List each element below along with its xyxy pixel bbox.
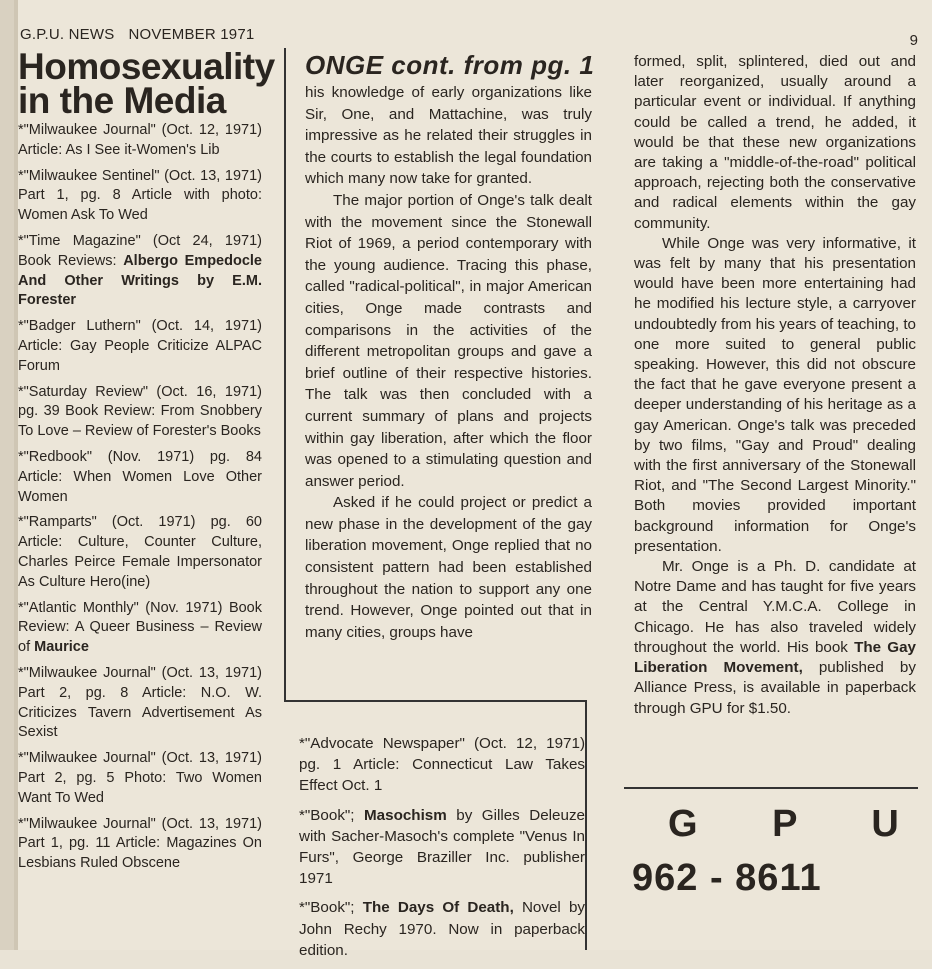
paragraph: his knowledge of early organizations like Sir, One, and Mattachine, was truly impressive as he related their struggles in the courts to establish the legal foundation which many now take for granted. xyxy=(305,84,592,188)
entry-bold-title: Maurice xyxy=(34,639,89,656)
list-item xyxy=(299,733,585,797)
list-item xyxy=(18,513,262,592)
list-item xyxy=(299,897,585,961)
entry-text: *"Badger Luthern" (Oct. 14, 1971) Article: Gay People Criticize ALPAC Forum xyxy=(18,318,262,374)
phone-number: 962 - 8611 xyxy=(632,857,822,899)
entry-text: *"Atlantic Monthly" (Nov. 1971) Book Review: A Queer Business – Review of xyxy=(18,599,262,656)
entry-text: *"Advocate Newspaper" (Oct. 12, 1971) pg. 1 Article: Connecticut Law Takes Effect Oct. 1 xyxy=(299,735,585,795)
list-item xyxy=(18,121,262,161)
entry-text: *"Book"; xyxy=(299,806,365,824)
list-item xyxy=(18,815,262,874)
column-divider xyxy=(585,700,587,950)
headline-line-2: in the Media xyxy=(18,80,226,121)
list-item xyxy=(18,664,262,743)
entry-text: by Gilles Deleuze with Sacher-Masoch's complete "Venus In Furs", George Braziller Inc. publisher 1971 xyxy=(299,806,585,888)
entry-bold-title: The Days Of Death, xyxy=(362,899,514,917)
list-item xyxy=(18,167,262,226)
publication-name: G.P.U. NEWS xyxy=(20,26,115,43)
paragraph: formed, split, splintered, died out and later reorganized, usually around a particular event or individual. If anything could be called a trend, he added, it would be that these new organizations are taking a "middle-of-the-road" political approach, rejecting both the conservative and radical elements within the gay community. xyxy=(634,53,916,232)
headline-line-1: Homosexuality xyxy=(18,46,275,87)
section-divider xyxy=(284,700,586,702)
paragraph: Asked if he could project or predict a new phase in the development of the gay liberation movement, Onge replied that no consistent pattern had been established throughout the nation to support any one trend. However, Onge pointed out that in many cities, groups have xyxy=(305,494,592,641)
list-item xyxy=(18,232,262,311)
paragraph-text: published by Alliance Press, is available in paperback through GPU for $1.50. xyxy=(634,659,916,717)
column-divider xyxy=(284,48,286,701)
entry-text: *"Saturday Review" (Oct. 16, 1971) pg. 39 Book Review: From Snobbery To Love – Review of Forester's Books xyxy=(18,383,262,440)
more-media-list xyxy=(299,733,585,969)
entry-text: *"Milwaukee Journal" (Oct. 13, 1971) Part 2, pg. 5 Photo: Two Women Want To Wed xyxy=(18,750,262,806)
page-number: 9 xyxy=(909,32,918,49)
headline xyxy=(18,46,275,121)
entry-bold-title: Albergo Empedocle And Other Writings by E.M. Forester xyxy=(18,252,262,309)
entry-text: *"Milwaukee Journal" (Oct. 13, 1971) Part 2, pg. 8 Article: N.O. W. Criticizes Tavern Advertisement As Sexist xyxy=(18,664,262,741)
list-item xyxy=(18,599,262,658)
entry-text: *"Milwaukee Sentinel" (Oct. 13, 1971) Part 1, pg. 8 Article with photo: Women Ask To Wed xyxy=(18,167,262,224)
paragraph: The major portion of Onge's talk dealt with the movement since the Stonewall Riot of 1969, a period contemporary with the young audience. Tracing this phase, called "radical-political", in major American cities, Onge made contrasts and comparisons in the activities of the different metropolitan groups and gave a brief outline of their respective histories. The talk was then concluded with a current summary of plans and projects within gay liberation, after which the floor was opened to a stimulating question and answer period. xyxy=(305,191,592,490)
section-divider xyxy=(624,787,918,789)
entry-text: Novel by John Rechy 1970. Now in paperback edition. xyxy=(299,899,585,959)
paragraph: While Onge was very informative, it was felt by many that his presentation would have been more entertaining had he modified his lecture style, a carryover undoubtedly from his years of teaching, to one more suited to general public speaking. However, this did not obscure the fact that he gave everyone present a deeper understanding of his heritage as a gay American. Onge's talk was preceded by two films, "Gay and Proud" dealing with the first anniversary of the Stonewall Riot, and "The Second Largest Minority." Both movies provided important background information for Onge's presentation. xyxy=(634,234,916,555)
list-item xyxy=(18,448,262,507)
list-item xyxy=(299,805,585,890)
entry-text: *"Book"; xyxy=(299,899,363,917)
book-title: The Gay Liberation Movement, xyxy=(634,638,916,677)
entry-text: *"Time Magazine" (Oct 24, 1971) Book Reviews: xyxy=(18,232,262,269)
paragraph-text: Mr. Onge is a Ph. D. candidate at Notre Dame and has taught for five years at the Central Y.M.C.A. College in Chicago. He has also traveled widely throughout the world. His book xyxy=(634,558,916,656)
entry-text: *"Milwaukee Journal" (Oct. 12, 1971) Article: As I See it-Women's Lib xyxy=(18,122,262,158)
entry-text: *"Ramparts" (Oct. 1971) pg. 60 Article: Culture, Counter Culture, Charles Peirce Female Impersonator As Culture Hero(ine) xyxy=(18,514,262,590)
article-body-right xyxy=(634,52,916,719)
page-header xyxy=(20,26,254,43)
entry-text: *"Milwaukee Journal" (Oct. 13, 1971) Part 1, pg. 11 Article: Magazines On Lesbians Ruled Obscene xyxy=(18,815,262,872)
list-item xyxy=(18,317,262,376)
list-item xyxy=(18,383,262,442)
issue-date: NOVEMBER 1971 xyxy=(128,26,255,43)
list-item xyxy=(18,749,262,808)
gpu-logo-text: G P U xyxy=(668,803,900,845)
paragraph xyxy=(634,557,916,719)
entry-bold-title: Masochism xyxy=(364,806,447,824)
article-body-middle xyxy=(305,82,592,643)
media-list xyxy=(18,121,262,880)
article-continuation-title: ONGE cont. from pg. 1 xyxy=(305,50,595,80)
entry-text: *"Redbook" (Nov. 1971) pg. 84 Article: When Women Love Other Women xyxy=(18,448,262,505)
